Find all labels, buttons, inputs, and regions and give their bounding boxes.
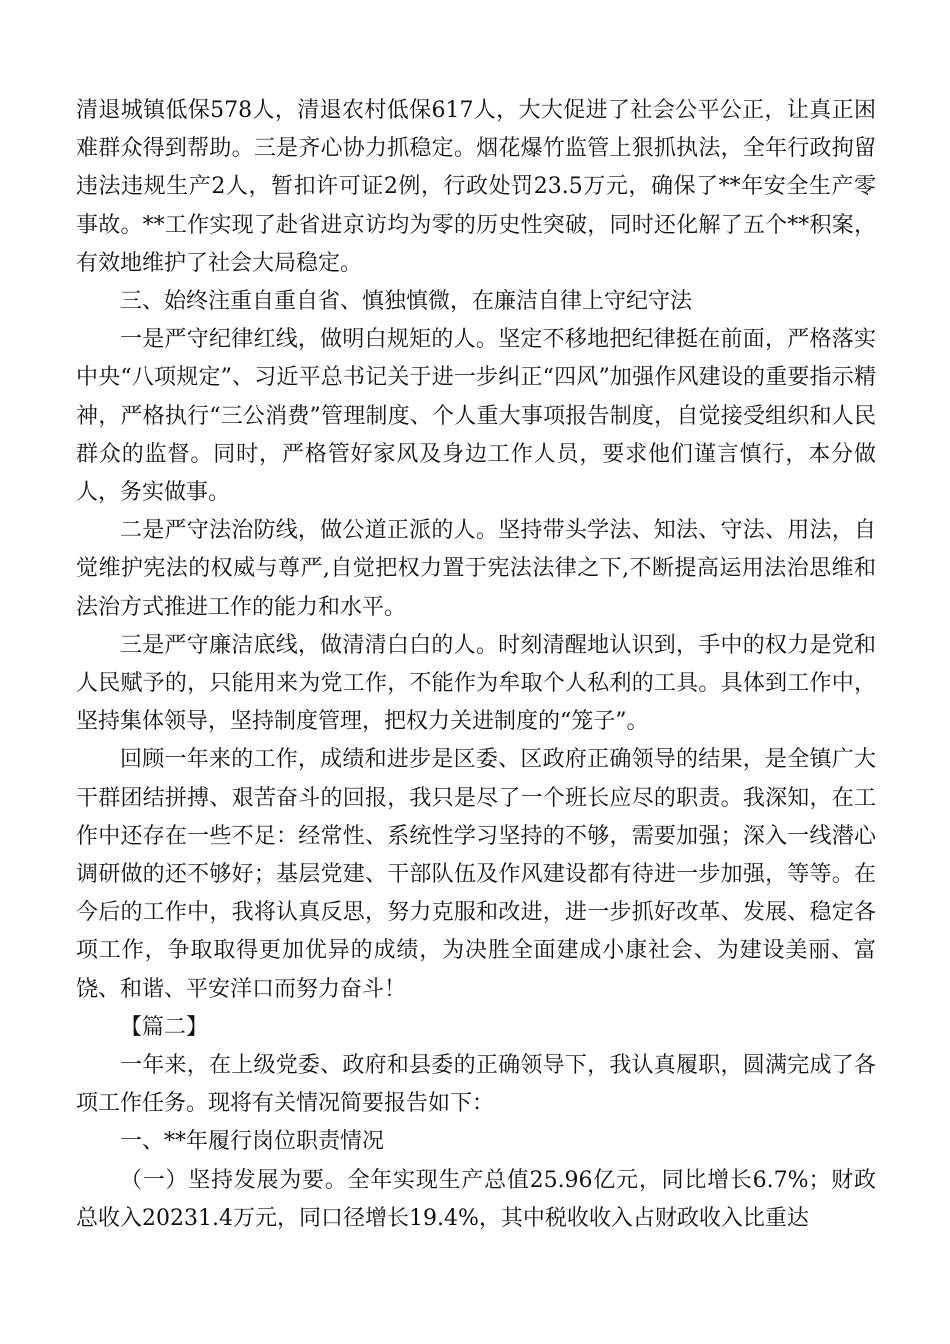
section-heading-1: 一、**年履行岗位职责情况 xyxy=(120,1129,385,1155)
paragraph-integrity: 三是严守廉洁底线，做清清白白的人。时刻清醒地认识到，手中的权力是党和人民赋予的，只能用来为党工作，不能作为牟取个人私利的工具。具体到工作中，坚持集体领导，坚持制度管理，把权力关进制度的“笼子”。 xyxy=(76,632,876,735)
paragraph-law: 二是严守法治防线，做公道正派的人。坚持带头学法、知法、守法、用法，自觉维护宪法的权威与尊严,自觉把权力置于宪法法律之下,不断提高运用法治思维和法治方式推进工作的能力和水平。 xyxy=(76,518,876,620)
paragraph-intro: 一年来，在上级党委、政府和县委的正确领导下，我认真履职，圆满完成了各项工作任务。现将有关情况简要报告如下： xyxy=(76,1053,876,1117)
paragraph-review: 回顾一年来的工作，成绩和进步是区委、区政府正确领导的结果，是全镇广大干群团结拼搏、艰苦奋斗的回报，我只是尽了一个班长应尽的职责。我深知，在工作中还存在一些不足：经常性、系统性学习坚持的不够，需要加强；深入一线潜心调研做的还不够好；基层党建、干部队伍及作风建设都有待进一步加强，等等。在今后的工作中，我将认真反思，努力克服和改进，进一步抓好改革、发展、稳定各项工作，争取取得更加优异的成绩，为决胜全面建成小康社会、为建设美丽、富饶、和谐、平安洋口而努力奋斗！ xyxy=(76,747,876,1002)
document-page xyxy=(76,92,876,1238)
paragraph-discipline: 一是严守纪律红线，做明白规矩的人。坚定不移地把纪律挺在前面，严格落实中央“八项规定”、习近平总书记关于进一步纠正“四风”加强作风建设的重要指示精神，严格执行“三公消费”管理制度、个人重大事项报告制度，自觉接受组织和人民群众的监督。同时，严格管好家风及身边工作人员，要求他们谨言慎行，本分做人，务实做事。 xyxy=(76,327,876,506)
part-two-heading: 【篇二】 xyxy=(120,1014,209,1040)
paragraph-1: 清退城镇低保578人，清退农村低保617人，大大促进了社会公平公正，让真正困难群众得到帮助。三是齐心协力抓稳定。烟花爆竹监管上狠抓执法，全年行政拘留违法违规生产2人，暂扣许可证2例，行政处罚23.5万元，确保了**年安全生产零事故。**工作实现了赴省进京访均为零的历史性突破，同时还化解了五个**积案，有效地维护了社会大局稳定。 xyxy=(76,98,876,276)
paragraph-development: （一）坚持发展为要。全年实现生产总值25.96亿元，同比增长6.7%；财政总收入20231.4万元，同口径增长19.4%，其中税收收入占财政收入比重达 xyxy=(76,1167,876,1231)
section-heading-3: 三、始终注重自重自省、慎独慎微，在廉洁自律上守纪守法 xyxy=(120,289,693,315)
